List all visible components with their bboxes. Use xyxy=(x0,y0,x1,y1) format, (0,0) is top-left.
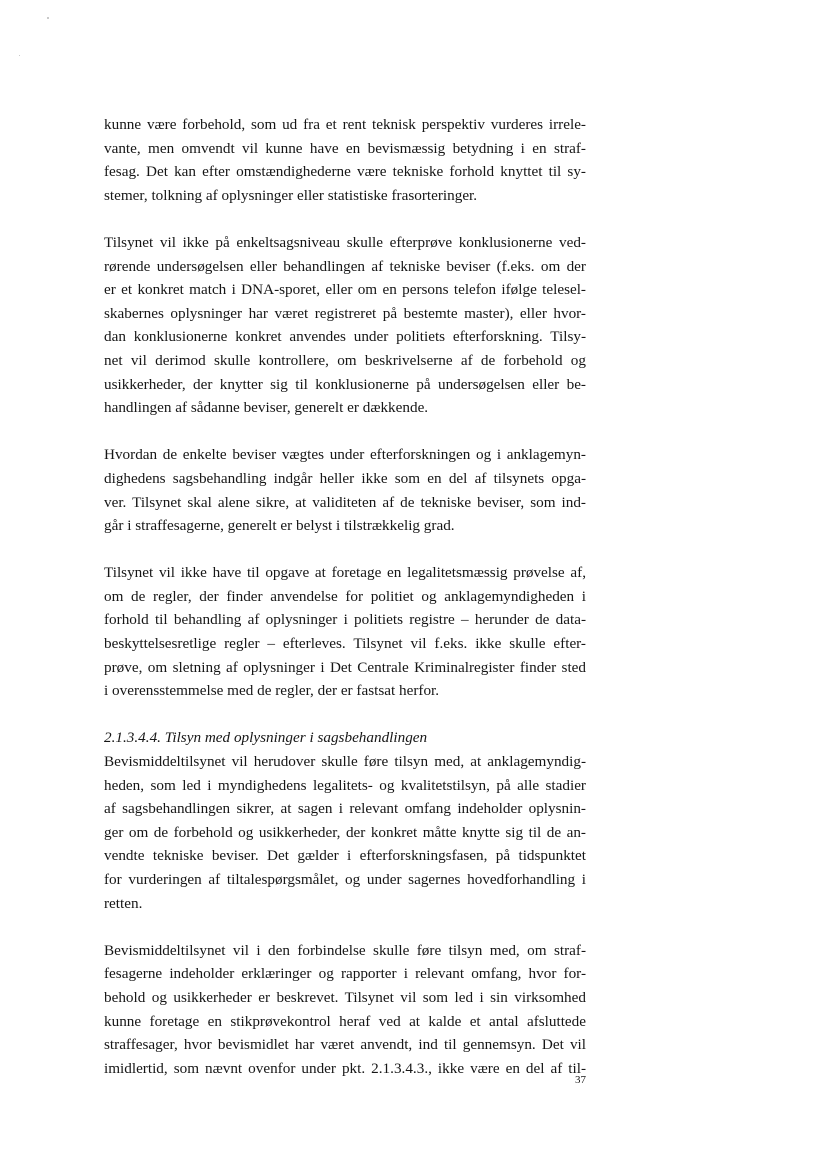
body-text xyxy=(104,113,586,1104)
paragraph-6 xyxy=(104,939,586,1081)
text-line: rørende undersøgelsen eller behandlingen af tekniske beviser (f.eks. om der xyxy=(104,257,586,275)
paragraph-3 xyxy=(104,443,586,537)
paragraph-2 xyxy=(104,231,586,420)
text-line: vante, men omvendt vil kunne have en bevismæssig betydning i en straf- xyxy=(104,139,586,157)
text-line: Tilsynet vil ikke på enkeltsagsniveau skulle efterprøve konklusionerne ved- xyxy=(104,233,586,251)
text-line: imidlertid, som nævnt ovenfor under pkt. 2.1.3.4.3., ikke være en del af til- xyxy=(104,1059,586,1077)
text-line: net vil derimod skulle kontrollere, om beskrivelserne af de forbehold og xyxy=(104,351,586,369)
text-line: Bevismiddeltilsynet vil i den forbindelse skulle føre tilsyn med, om straf- xyxy=(104,941,586,959)
text-line: retten. xyxy=(104,894,143,912)
text-line: beskyttelsesretlige regler – efterleves. Tilsynet vil f.eks. ikke skulle efter- xyxy=(104,635,586,653)
text-line: er et konkret match i DNA-sporet, eller om en persons telefon ifølge telesel- xyxy=(104,281,586,299)
text-line: Bevismiddeltilsynet vil herudover skulle føre tilsyn med, at anklagemyndig- xyxy=(104,753,586,771)
text-line: ver. Tilsynet skal alene sikre, at validiteten af de tekniske beviser, som ind- xyxy=(104,493,586,511)
text-line: kunne være forbehold, som ud fra et rent teknisk perspektiv vurderes irrele- xyxy=(104,116,586,133)
text-line: af sagsbehandlingen sikrer, at sagen i relevant omfang indeholder oplysnin- xyxy=(104,800,586,818)
text-line: vendte tekniske beviser. Det gælder i efterforskningsfasen, på tidspunktet xyxy=(104,847,586,865)
text-line: behold og usikkerheder er beskrevet. Tilsynet vil som led i sin virksomhed xyxy=(104,988,586,1006)
text-line: ger om de forbehold og usikkerheder, der konkret måtte knytte sig til de an- xyxy=(104,823,586,841)
text-line: straffesager, hvor bevismidlet har været anvendt, ind til gennemsyn. Det vil xyxy=(104,1036,586,1054)
paragraph-4 xyxy=(104,561,586,703)
section-heading: 2.1.3.4.4. Tilsyn med oplysninger i sagsbehandlingen xyxy=(104,729,428,747)
scan-speck xyxy=(47,17,49,19)
text-line: Hvordan de enkelte beviser vægtes under efterforskningen og i anklagemyn- xyxy=(104,446,586,464)
text-line: fesag. Det kan efter omstændighederne være tekniske forhold knyttet til sy- xyxy=(104,163,586,181)
text-line: Tilsynet vil ikke have til opgave at foretage en legalitetsmæssig prøvelse af, xyxy=(104,564,586,582)
paragraph-5 xyxy=(104,750,586,915)
text-line: prøve, om sletning af oplysninger i Det Centrale Kriminalregister finder sted xyxy=(104,658,586,676)
paragraph-1 xyxy=(104,113,586,207)
text-line: for vurderingen af tiltalespørgsmålet, og under sagernes hovedforhandling i xyxy=(104,871,586,888)
text-line: om de regler, der finder anvendelse for politiet og anklagemyndigheden i xyxy=(104,587,586,605)
text-line: stemer, tolkning af oplysninger eller statistiske frasorteringer. xyxy=(104,186,478,204)
text-line: i overensstemmelse med de regler, der er fastsat herfor. xyxy=(104,682,440,700)
page-number: 37 xyxy=(575,1074,586,1086)
scan-speck xyxy=(19,55,20,56)
text-line: heden, som led i myndighedens legalitets- og kvalitetstilsyn, på alle stadier xyxy=(104,776,586,794)
text-line: fesagerne indeholder erklæringer og rapporter i relevant omfang, hvor for- xyxy=(104,965,586,983)
text-line: dan konklusionerne konkret anvendes under politiets efterforskning. Tilsy- xyxy=(104,328,586,346)
text-line: handlingen af sådanne beviser, generelt er dækkende. xyxy=(104,399,429,417)
text-line: dighedens sagsbehandling indgår heller ikke som en del af tilsynets opga- xyxy=(104,469,586,487)
text-line: kunne foretage en stikprøvekontrol heraf ved at kalde et antal afsluttede xyxy=(104,1012,586,1030)
text-line: går i straffesagerne, generelt er belyst i tilstrækkelig grad. xyxy=(104,517,455,535)
text-line: skabernes oplysninger har været registreret på bestemte master), eller hvor- xyxy=(104,304,586,322)
text-line: usikkerheder, der knytter sig til konklusionerne på undersøgelsen eller be- xyxy=(104,375,586,393)
text-line: forhold til behandling af oplysninger i politiets registre – herunder de data- xyxy=(104,611,586,629)
